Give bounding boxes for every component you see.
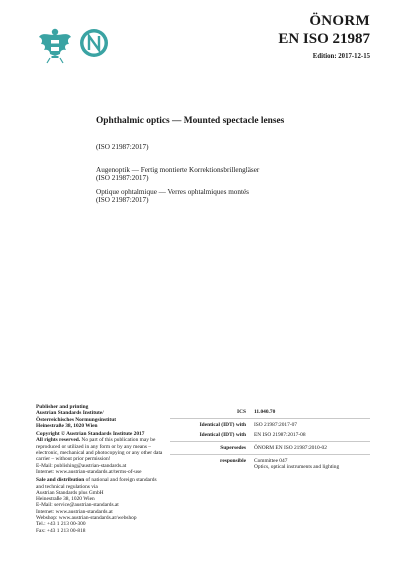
responsible-committee-name: Optics, optical instruments and lighting bbox=[254, 464, 340, 471]
copyright-heading: Copyright © Austrian Standards Institute 2017 bbox=[36, 431, 145, 438]
responsible-row bbox=[170, 454, 370, 474]
sales-line: Fax: +43 1 213 00-818 bbox=[36, 527, 86, 534]
publisher-heading: Publisher and printing bbox=[36, 404, 89, 410]
sales-line: Heinestraße 38, 1020 Wien bbox=[36, 496, 95, 503]
identical-value: ISO 21987:2017-07 bbox=[254, 422, 297, 429]
document-reference: (ISO 21987:2017) bbox=[96, 143, 149, 151]
publisher-line: Österreichisches Normungsinstitut bbox=[36, 416, 117, 423]
publisher-block bbox=[36, 404, 164, 429]
publisher-line: Heinestraße 38, 1020 Wien bbox=[36, 422, 98, 429]
german-reference: (ISO 21987:2017) bbox=[96, 174, 149, 183]
identical-label: Identical (IDT) with bbox=[199, 431, 246, 438]
copyright-internet: Internet: www.austrian-standards.at/terms-of-use bbox=[36, 468, 142, 475]
identical-row bbox=[170, 418, 370, 431]
french-reference: (ISO 21987:2017) bbox=[96, 196, 149, 205]
sales-line: Tel.: +43 1 213 00-300 bbox=[36, 521, 86, 528]
edition-date: Edition: 2017-12-15 bbox=[312, 53, 370, 60]
copyright-block bbox=[36, 431, 164, 475]
standard-name: ÖNORM bbox=[309, 13, 370, 29]
responsible-value bbox=[254, 458, 370, 471]
standard-header bbox=[278, 12, 370, 60]
rights-reserved: All rights reserved. bbox=[36, 437, 81, 444]
sales-line: Webshop: www.austrian-standards.at/webshop bbox=[36, 515, 137, 522]
identical-value: EN ISO 21987:2017-08 bbox=[254, 431, 306, 438]
ics-value: 11.040.70 bbox=[254, 409, 276, 415]
logo-group bbox=[38, 26, 110, 66]
responsible-committee: Committee 047 bbox=[254, 458, 288, 465]
responsible-label: responsible bbox=[220, 458, 246, 465]
sales-heading-rest: of national and foreign standards and technical regulations via bbox=[36, 477, 157, 490]
french-title-block bbox=[96, 188, 249, 205]
publisher-column bbox=[36, 404, 164, 536]
document-title: Ophthalmic optics — Mounted spectacle lenses bbox=[96, 116, 285, 126]
sales-block bbox=[36, 477, 164, 534]
sales-line: E-Mail: service@austrian-standards.at bbox=[36, 502, 119, 509]
supersedes-label: Supersedes bbox=[220, 444, 246, 451]
copyright-email: E-Mail: publishing@austrian-standards.at bbox=[36, 462, 127, 469]
french-title: Optique ophtalmique — Verres ophtalmiques montés bbox=[96, 188, 249, 196]
ics-label: ICS bbox=[237, 409, 246, 415]
supersedes-row bbox=[170, 441, 370, 454]
austrian-standards-n-logo-icon bbox=[78, 26, 114, 66]
sales-heading: Sale and distribution bbox=[36, 477, 85, 484]
identical-label: Identical (IDT) with bbox=[199, 422, 246, 429]
supersedes-value: ÖNORM EN ISO 21987:2010-02 bbox=[254, 444, 327, 451]
details-table bbox=[170, 406, 370, 474]
sales-line: Austrian Standards plus GmbH bbox=[36, 489, 104, 496]
sales-line: Internet: www.austrian-standards.at bbox=[36, 508, 113, 515]
german-title-block bbox=[96, 166, 259, 183]
publisher-line: Austrian Standards Institute/ bbox=[36, 410, 104, 417]
identical-row bbox=[170, 432, 370, 441]
german-title: Augenoptik — Fertig montierte Korrektionsbrillengläser bbox=[96, 166, 260, 174]
rights-text: No part of this publication may be reproduced or utilized in any form or by any means – electronic, mechanical and photocopying or any other data carrier – without prior permission! bbox=[36, 437, 163, 463]
ics-row bbox=[170, 406, 370, 418]
standard-number: EN ISO 21987 bbox=[278, 31, 370, 47]
